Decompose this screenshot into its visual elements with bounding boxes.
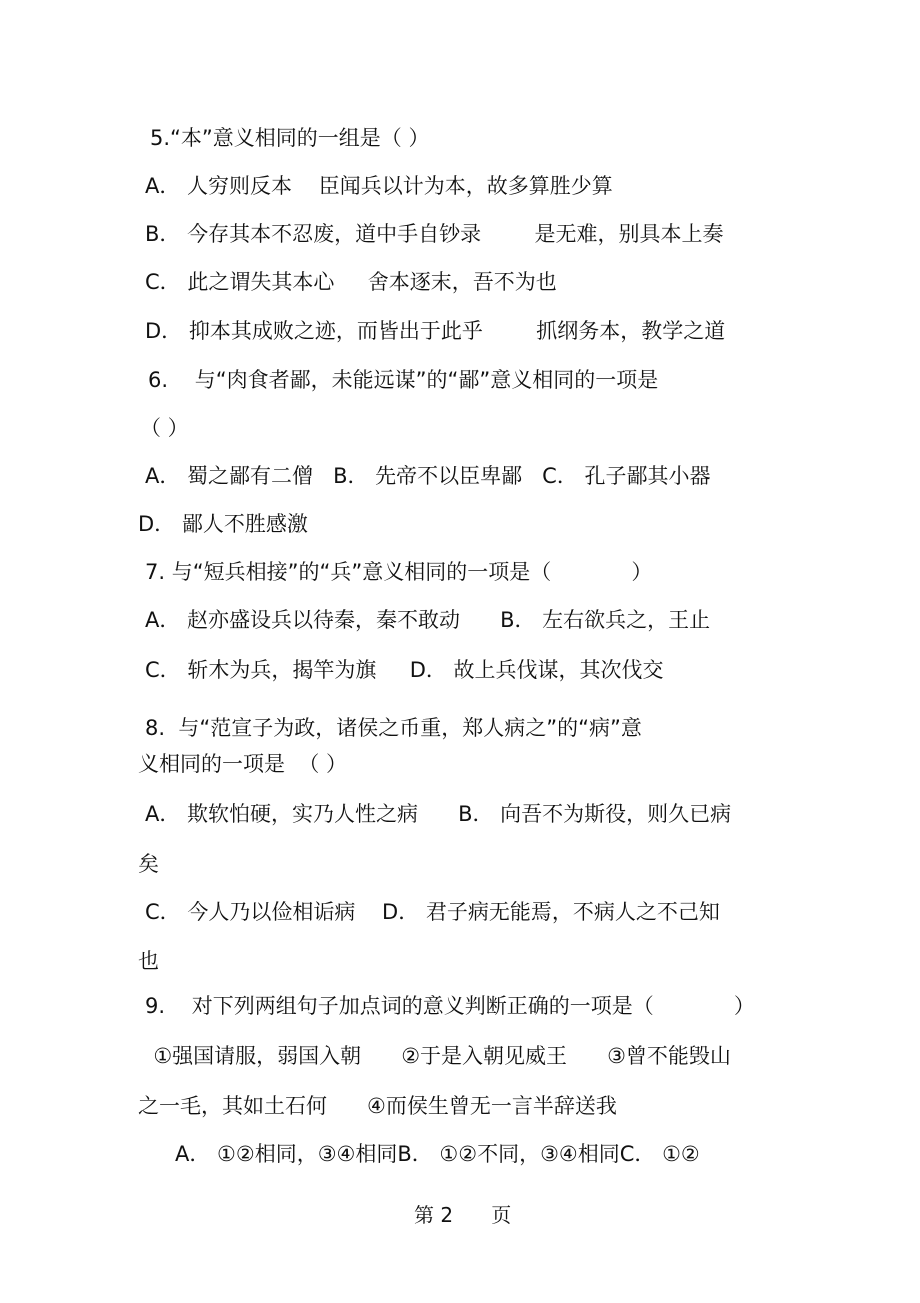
q6-stem-paren: （ ） <box>140 416 189 440</box>
q9-sentences-1: ①强国请服，弱国入朝 ②于是入朝见威王 ③曾不能毁山 <box>140 1044 731 1068</box>
q5-option-d: D． 抑本其成败之迹，而皆出于此乎 抓纲务本，教学之道 <box>145 319 726 343</box>
q5-option-c: C． 此之谓失其本心 舍本逐末，吾不为也 <box>145 270 557 294</box>
q7-stem: 7. 与“短兵相接”的“兵”意义相同的一项是（ ） <box>145 560 653 584</box>
q6-options-abc: A． 蜀之鄙有二僧 B． 先帝不以臣卑鄙 C． 孔子鄙其小器 <box>145 464 711 488</box>
q7-options-ab: A． 赵亦盛设兵以待秦，秦不敢动 B． 左右欲兵之，王止 <box>145 608 711 632</box>
q8-option-b-cont: 矣 <box>138 852 159 876</box>
q8-stem: 8. 与“范宣子为政，诸侯之币重，郑人病之”的“病”意 <box>145 716 642 740</box>
q9-sentences-2: 之一毛，其如土石何 ④而侯生曾无一言半辞送我 <box>138 1094 617 1118</box>
q5-option-a: A． 人穷则反本 臣闻兵以计为本，故多算胜少算 <box>145 174 613 198</box>
q7-options-cd: C． 斩木为兵，揭竿为旗 D． 故上兵伐谋，其次伐交 <box>145 658 664 682</box>
q6-stem: 6. 与“肉食者鄙，未能远谋”的“鄙”意义相同的一项是 <box>148 368 659 392</box>
q8-option-d-cont: 也 <box>138 949 159 973</box>
page-number: 第 2 页 <box>414 1203 512 1227</box>
q6-option-d: D． 鄙人不胜感激 <box>138 512 308 536</box>
q9-options: A． ①②相同，③④相同B． ①②不同，③④相同C． ①② <box>175 1142 700 1166</box>
q8-options-ab: A． 欺软怕硬，实乃人性之病 B． 向吾不为斯役，则久已病 <box>145 802 732 826</box>
q8-options-cd: C． 今人乃以俭相诟病 D． 君子病无能焉，不病人之不己知 <box>145 900 720 924</box>
q8-stem-cont: 义相同的一项是 （ ） <box>138 752 348 776</box>
q5-option-b: B． 今存其本不忍废，道中手自钞录 是无难，别具本上奏 <box>145 222 724 246</box>
q9-stem: 9. 对下列两组句子加点词的意义判断正确的一项是（ ） <box>145 994 755 1018</box>
q5-stem: 5.“本”意义相同的一组是（ ） <box>150 126 430 150</box>
